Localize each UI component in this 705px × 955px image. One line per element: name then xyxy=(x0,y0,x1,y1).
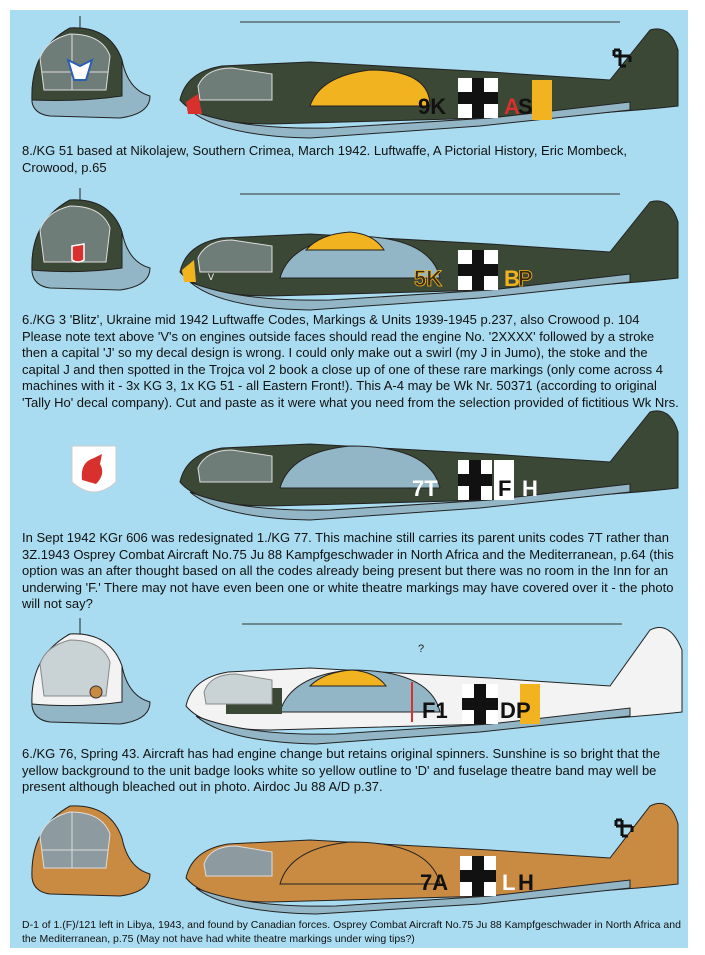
side-view-1 xyxy=(180,22,678,138)
side-view-2 xyxy=(180,194,678,310)
fuselage-code-left: 7A xyxy=(420,870,449,895)
side-view-4 xyxy=(186,624,682,744)
profile-caption-5: D-1 of 1.(F)/121 left in Libya, 1943, and found by Canadian forces. Osprey Combat Aircraft No.75 Ju 88 Kampfgeschwader in North Africa and the Mediterranean, p.75 (May not have had white theatre markings under wing tips?) xyxy=(22,919,681,945)
orange-disc-badge xyxy=(90,686,102,698)
aircraft-profile-5 xyxy=(10,798,688,916)
engine-mark: V xyxy=(208,272,215,282)
aircraft-profile-1 xyxy=(10,10,688,140)
fuselage-code-left: 5K xyxy=(414,266,443,291)
fuselage-code-left: 9K xyxy=(418,94,447,119)
red-lightning-shield xyxy=(72,244,84,262)
front-view-4 xyxy=(32,618,150,724)
aircraft-profile-2 xyxy=(10,178,688,313)
front-view-2 xyxy=(32,188,150,290)
fuselage-code-left: 7T xyxy=(412,476,438,501)
fuselage-code-staffel: P xyxy=(516,698,531,723)
side-view-5 xyxy=(186,803,678,914)
fuselage-code-staffel: H xyxy=(522,476,538,501)
fuselage-code-individual: D xyxy=(500,698,516,723)
decal-sheet xyxy=(10,10,688,948)
aircraft-profile-4 xyxy=(10,610,688,748)
aircraft-profile-3 xyxy=(10,402,688,522)
unit-badge-3 xyxy=(72,446,116,492)
fuselage-code-left: F1 xyxy=(422,698,448,723)
fuselage-code-staffel: S xyxy=(518,94,533,119)
profile-caption-4: 6./KG 76, Spring 43. Aircraft has had engine change but retains original spinners. Sunshine is so bright that the yellow background to the unit badge looks white so yellow outline to 'D' and fuselage theatre band may well be present although bleached out in photo. Airdoc Ju 88 A/D p.37. xyxy=(22,746,661,794)
front-view-1 xyxy=(32,16,150,118)
profile-caption-2: 6./KG 3 'Blitz', Ukraine mid 1942 Luftwaffe Codes, Markings & Units 1939-1945 p.237, also Crowood p. 104 Please note text above 'V's on engines outside faces should read the engine No. '2XXXX' followed by a stroke then a capital 'J' so my decal design is wrong. I could only make out a swirl (my J in Jumo), the stoke and the capital J and then spotted in the Trojca vol 2 book a close up of one of these rare markings (only come across 4 machines with it - 3x KG 3, 1x KG 51 - all Eastern Front!). This A-4 may be Wk Nr. 50371 (according to original 'Tally Ho' decal company). Cut and paste as it were what you need from the selection provided of fictitious Wk Nrs. xyxy=(22,312,679,410)
side-view-3 xyxy=(180,411,678,520)
front-view-5 xyxy=(32,806,150,896)
fuselage-code-staffel: P xyxy=(518,266,533,291)
fuselage-code-individual: L xyxy=(502,870,516,895)
profile-caption-1: 8./KG 51 based at Nikolajew, Southern Crimea, March 1942. Luftwaffe, A Pictorial History, Eric Mombeck, Crowood, p.65 xyxy=(22,143,628,175)
fuselage-code-individual: B xyxy=(504,266,520,291)
fuselage-code-individual: F xyxy=(498,476,512,501)
profile-caption-3: In Sept 1942 KGr 606 was redesignated 1./KG 77. This machine still carries its parent units codes 7T rather than 3Z.1943 Osprey Combat Aircraft No.75 Ju 88 Kampfgeschwader in North Africa and the Mediterranean, p.64 (this option was an after thought based on all the codes already being present but there was no room in the Inn for an underwing 'F.' There may not have even been one or white theatre markings may have covered over it - the photo will not say? xyxy=(22,530,674,611)
fuselage-code-staffel: H xyxy=(518,870,534,895)
fuselage-code-individual: A xyxy=(504,94,520,119)
question-mark-note: ? xyxy=(418,643,425,655)
